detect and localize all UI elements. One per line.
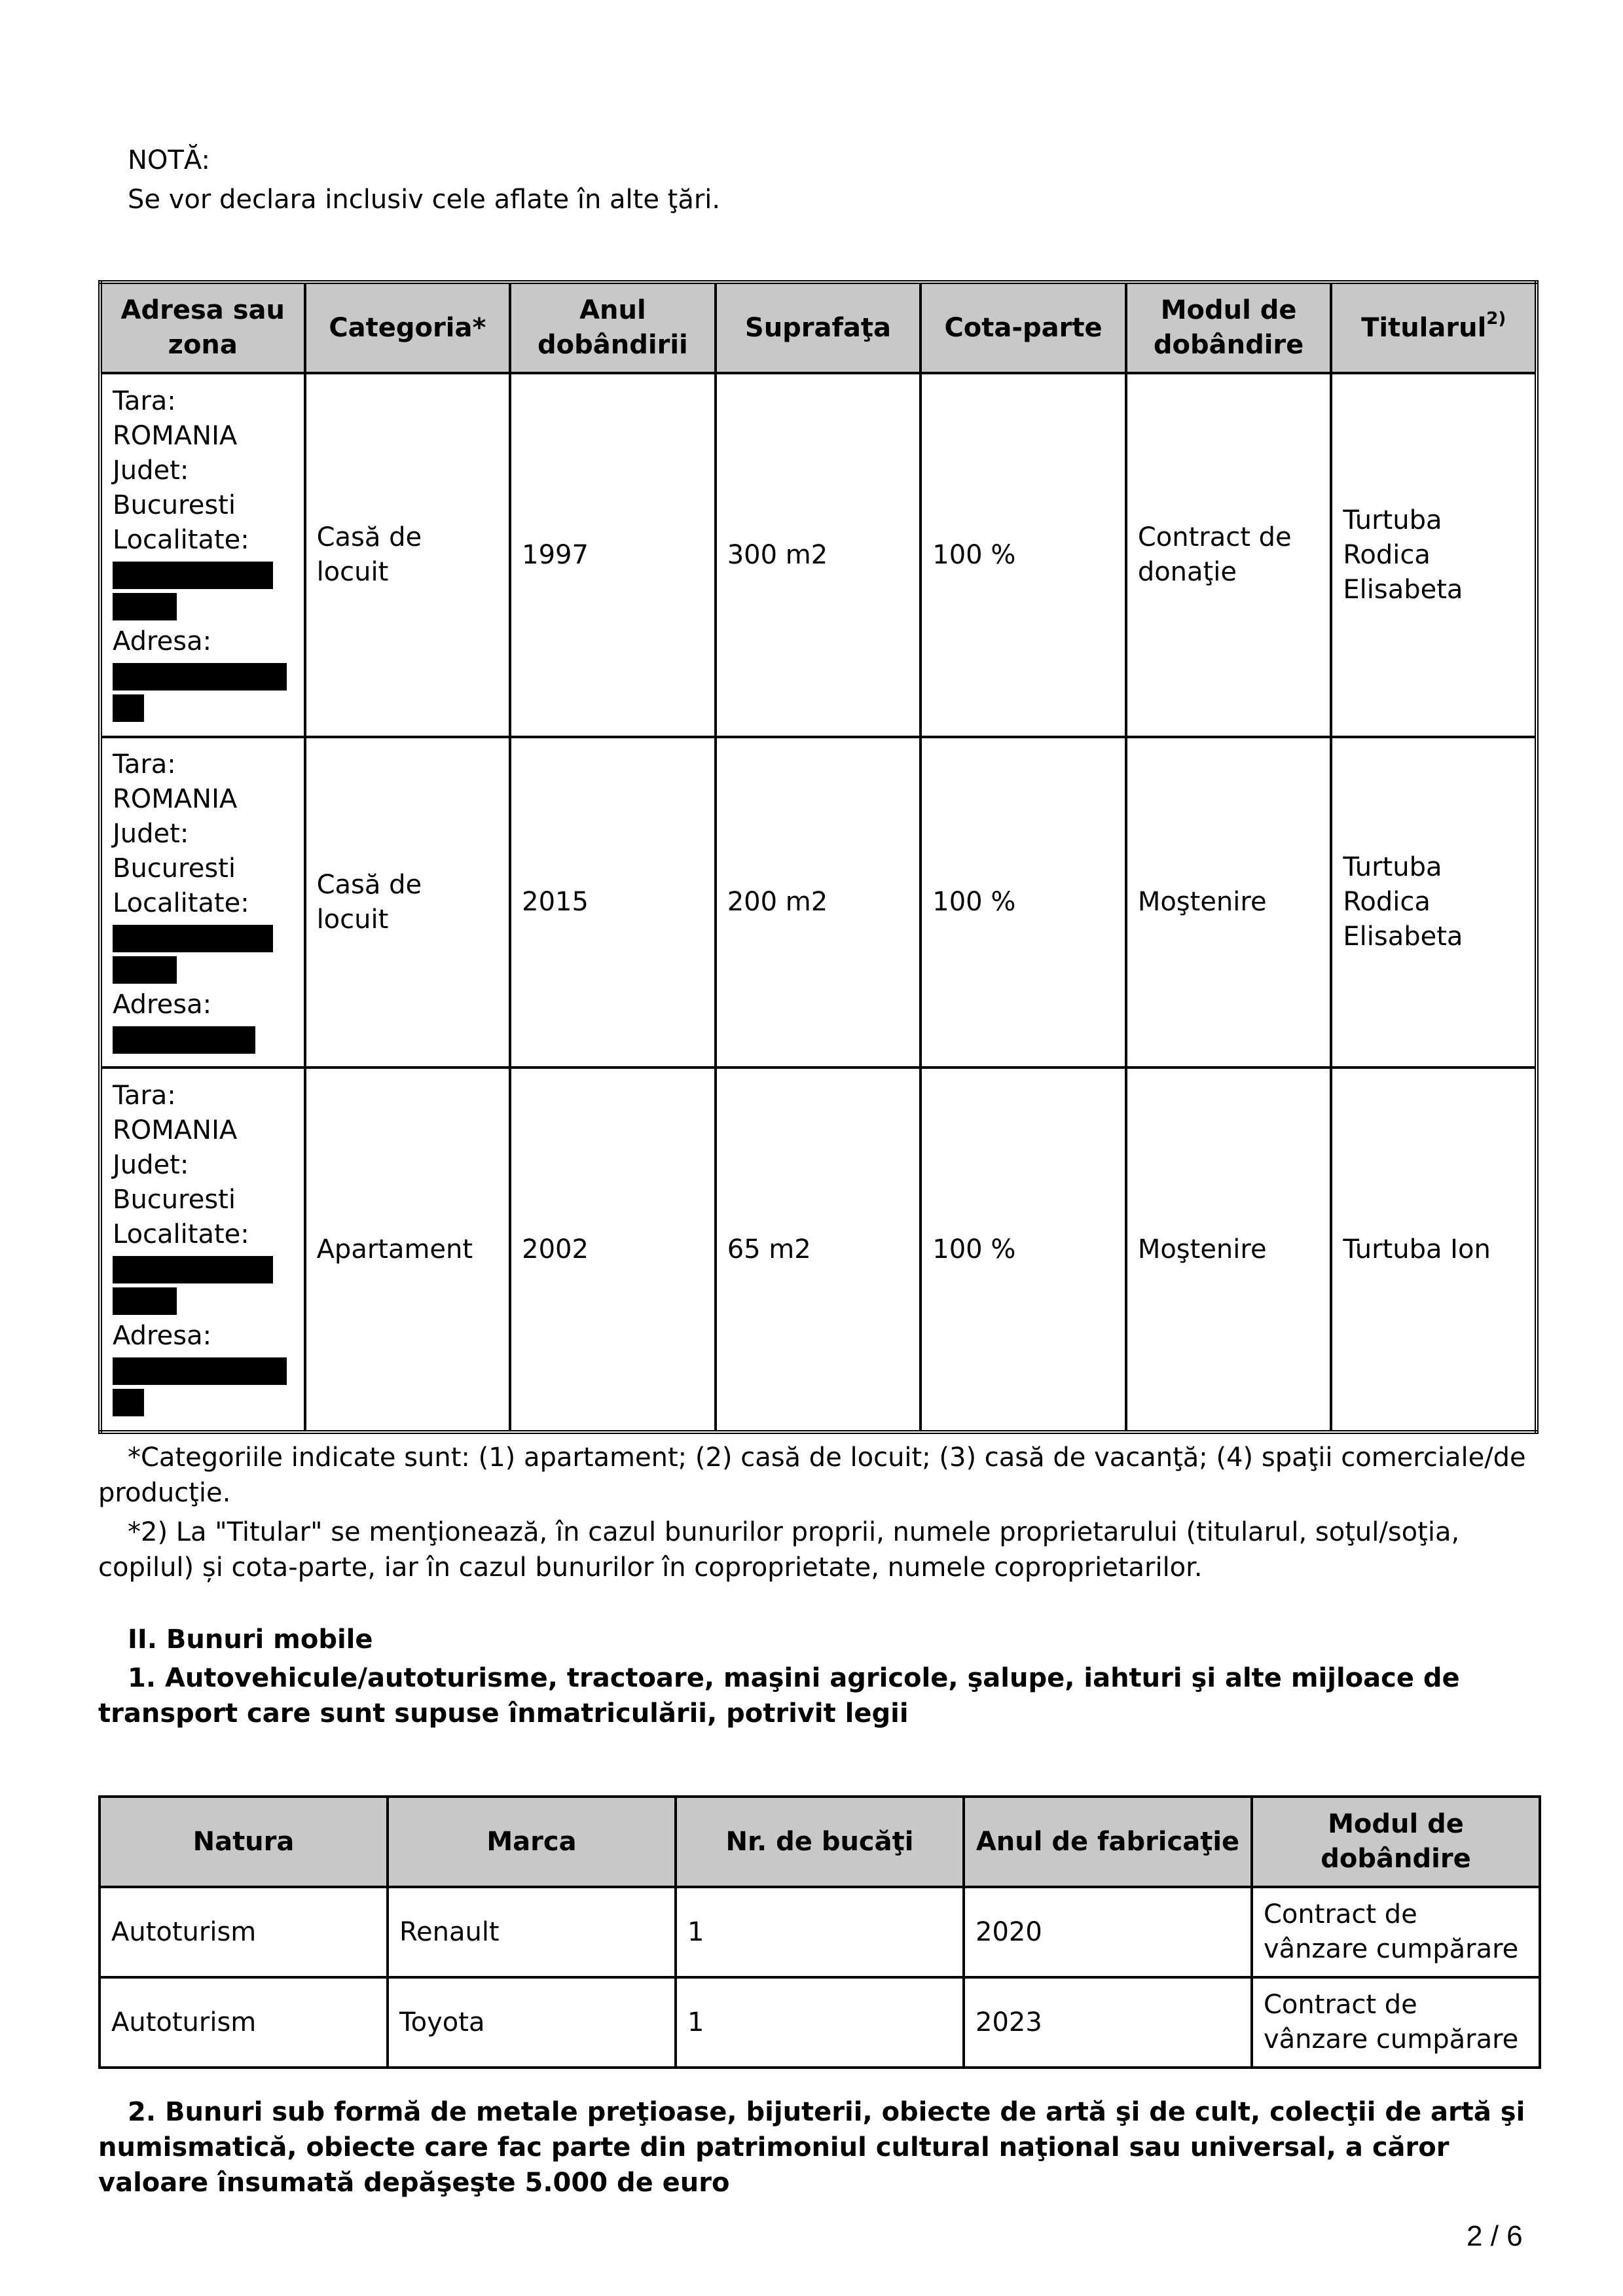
anul-cell: 2023 [964, 1977, 1252, 2068]
col-header-categoria: Categoria* [305, 282, 511, 373]
col-header-cota: Cota-parte [921, 282, 1126, 373]
col-header-marca: Marca [388, 1797, 676, 1887]
col-header-adresa: Adresa sau zona [100, 282, 305, 373]
address-cell [100, 373, 305, 737]
natura-cell: Autoturism [100, 1887, 388, 1977]
categoria-cell: Casă de locuit [305, 373, 511, 737]
col-header-anul: Anul dobândirii [510, 282, 716, 373]
marca-cell: Renault [388, 1887, 676, 1977]
modul-cell: Moştenire [1126, 737, 1332, 1067]
localitate-label: Localitate: [113, 1219, 249, 1249]
suprafata-cell: 200 m2 [716, 737, 921, 1067]
adresa-label: Adresa: [113, 1321, 212, 1351]
col-header-anul-fabricatie: Anul de fabricaţie [964, 1797, 1252, 1887]
nota-text: Se vor declara inclusiv cele aflate în alte ţări. [128, 185, 721, 215]
titular-cell: Turtuba Rodica Elisabeta [1331, 737, 1537, 1067]
cota-cell: 100 % [921, 737, 1126, 1067]
judet-value: Bucuresti [113, 1185, 236, 1215]
table-row [100, 1067, 1537, 1432]
redaction-block [113, 663, 287, 691]
page-number: 2 / 6 [1467, 2220, 1523, 2252]
anul-cell: 2020 [964, 1887, 1252, 1977]
localitate-label: Localitate: [113, 525, 249, 555]
table-row [100, 373, 1537, 737]
tara-value: ROMANIA [113, 1115, 238, 1145]
col-header-nr-bucati: Nr. de bucăţi [676, 1797, 964, 1887]
redaction-block [113, 1287, 177, 1315]
judet-label: Judet: [113, 1150, 189, 1180]
redaction-block [113, 1026, 255, 1054]
anul-cell: 2002 [510, 1067, 716, 1432]
tara-label: Tara: [113, 749, 176, 780]
table-row [100, 737, 1537, 1067]
tara-label: Tara: [113, 1081, 176, 1111]
categoria-cell: Casă de locuit [305, 737, 511, 1067]
marca-cell: Toyota [388, 1977, 676, 2068]
modul-cell: Contract de vânzare cumpărare [1252, 1887, 1540, 1977]
localitate-label: Localitate: [113, 888, 249, 918]
footnote-titular: *2) La "Titular" se menţionează, în cazul bunurilor proprii, numele proprietarului (titularul, soţul/soţia, copilul) și cota-parte, iar în cazul bunurilor în coproprietate, numele coproprietarilor. [98, 1517, 1460, 1583]
nr-cell: 1 [676, 1887, 964, 1977]
categoria-cell: Apartament [305, 1067, 511, 1432]
titular-cell: Turtuba Rodica Elisabeta [1331, 373, 1537, 737]
judet-label: Judet: [113, 818, 189, 849]
redaction-block [113, 1389, 144, 1416]
adresa-label: Adresa: [113, 989, 212, 1020]
modul-cell: Moştenire [1126, 1067, 1332, 1432]
tara-value: ROMANIA [113, 421, 238, 451]
redaction-block [113, 694, 144, 722]
adresa-label: Adresa: [113, 626, 212, 656]
titular-footnote-mark: 2) [1486, 309, 1506, 329]
suprafata-cell: 65 m2 [716, 1067, 921, 1432]
redaction-block [113, 956, 177, 984]
col-header-natura: Natura [100, 1797, 388, 1887]
real-estate-table [98, 280, 1539, 1434]
nota-label: NOTĂ: [128, 145, 210, 175]
section-subtitle-valuables: 2. Bunuri sub formă de metale preţioase, bijuterii, obiecte de artă şi de cult, colecţii de artă şi numismatică, obiecte care fac parte din patrimoniul cultural naţional sau universal, a căror valoare însumată depăşeşte 5.000 de euro [98, 2097, 1525, 2198]
col-header-modul: Modul de dobândire [1252, 1797, 1540, 1887]
tara-label: Tara: [113, 386, 176, 416]
modul-cell: Contract de donaţie [1126, 373, 1332, 737]
titular-cell: Turtuba Ion [1331, 1067, 1537, 1432]
address-cell [100, 737, 305, 1067]
table-header-row [100, 1797, 1540, 1887]
redaction-block [113, 562, 273, 589]
col-header-titular [1331, 282, 1537, 373]
redaction-block [113, 1357, 287, 1385]
redaction-block [113, 593, 177, 620]
cota-cell: 100 % [921, 373, 1126, 737]
modul-cell: Contract de vânzare cumpărare [1252, 1977, 1540, 2068]
table-row [100, 1887, 1540, 1977]
titular-header-text: Titularul [1361, 312, 1487, 343]
suprafata-cell: 300 m2 [716, 373, 921, 737]
nr-cell: 1 [676, 1977, 964, 2068]
anul-cell: 2015 [510, 737, 716, 1067]
judet-value: Bucuresti [113, 853, 236, 884]
section-subtitle-vehicles: 1. Autovehicule/autoturisme, tractoare, maşini agricole, şalupe, iahturi şi alte mijloace de transport care sunt supuse înmatriculării, potrivit legii [98, 1663, 1460, 1729]
redaction-block [113, 925, 273, 952]
col-header-modul: Modul de dobândire [1126, 282, 1332, 373]
judet-value: Bucuresti [113, 490, 236, 520]
anul-cell: 1997 [510, 373, 716, 737]
section-title: II. Bunuri mobile [128, 1624, 373, 1655]
col-header-suprafata: Suprafaţa [716, 282, 921, 373]
footnote-categories: *Categoriile indicate sunt: (1) apartament; (2) casă de locuit; (3) casă de vacanţă; (4) spaţii comerciale/de producţie. [98, 1443, 1526, 1508]
tara-value: ROMANIA [113, 783, 238, 814]
table-row [100, 1977, 1540, 2068]
cota-cell: 100 % [921, 1067, 1126, 1432]
vehicles-table [98, 1795, 1541, 2069]
judet-label: Judet: [113, 456, 189, 486]
address-cell [100, 1067, 305, 1432]
redaction-block [113, 1256, 273, 1283]
natura-cell: Autoturism [100, 1977, 388, 2068]
table-header-row [100, 282, 1537, 373]
